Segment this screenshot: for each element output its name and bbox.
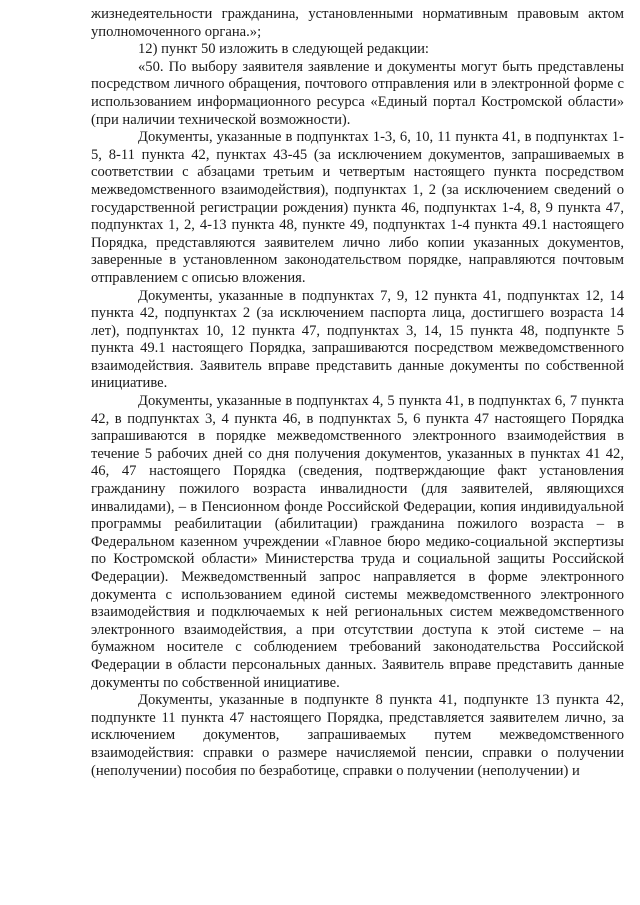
paragraph-point-50: «50. По выбору заявителя заявление и документы могут быть представлены посредством личного обращения, почтового отправления или в электронной форме с использованием информационного ресурса «Единый портал Костромской области» (при наличии технической возможности). (91, 58, 624, 128)
paragraph-continuation: жизнедеятельности гражданина, установленными нормативным правовым актом уполномоченного органа.»; (91, 6, 624, 40)
paragraph-documents-interagency: Документы, указанные в подпунктах 7, 9, 12 пункта 41, подпунктах 12, 14 пункта 42, подпунктах 2 (за исключением паспорта лица, достигшего возраста 14 лет), подпунктах 10, 12 пункта 47, подпунктах 3, 14, 15 пункта 48, подпункте 5 пункта 49.1 настоящего Порядка, запрашиваются посредством межведомственного взаимодействия. Заявитель вправе представить данные документы по собственной инициативе. (91, 287, 624, 392)
paragraph-item-12: 12) пункт 50 изложить в следующей редакции: (138, 41, 429, 58)
paragraph-documents-certificates: Документы, указанные в подпункте 8 пункта 41, подпункте 13 пункта 42, подпункте 11 пункта 47 настоящего Порядка, представляется заявителем лично, за исключением документов, запрашиваемых путем межведомственного взаимодействия: справки о размере начисляемой пенсии, справки о получении (неполучении) пособия по безработице, справки о получении (неполучении) и (91, 692, 624, 779)
paragraph-documents-electronic: Документы, указанные в подпунктах 4, 5 пункта 41, в подпунктах 6, 7 пункта 42, в подпунктах 3, 4 пункта 46, в подпунктах 5, 6 пункта 47 настоящего Порядка запрашиваются в порядке межведомственного электронного взаимодействия в течение 5 рабочих дней со дня получения документов, указанных в пунктах 41 42, 46, 47 настоящего Порядка (сведения, подтверждающие факт установления гражданину пожилого возраста инвалидности (для заявителей, являющихся инвалидами), – в Пенсионном фонде Российской Федерации, копия индивидуальной программы реабилитации (абилитации) гражданина пожилого возраста – в Федеральном казенном учреждении «Главное бюро медико-социальной экспертизы по Костромской области» Министерства труда и социальной защиты Российской Федерации). Межведомственный запрос направляется в форме электронного документа с использованием единой системы межведомственного электронного взаимодействия и подключаемых к ней региональных систем межведомственного электронного взаимодействия, а при отсутствии доступа к этой системе – на бумажном носителе с соблюдением требований законодательства Российской Федерации в области персональных данных. Заявитель вправе представить данные документы по собственной инициативе. (91, 393, 624, 691)
paragraph-documents-personal: Документы, указанные в подпунктах 1-3, 6, 10, 11 пункта 41, в подпунктах 1-5, 8-11 пункта 42, пунктах 43-45 (за исключением документов, запрашиваемых в соответствии с абзацами третьим и четвертым настоящего пункта посредством межведомственного взаимодействия), подпунктах 1, 2 (за исключением сведений о государственной регистрации рождения) пункта 46, подпунктах 1-4, 8, 9 пункта 47, подпунктах 1, 2, 4-13 пункта 48, пункте 49, подпунктах 1-4 пункта 49.1 настоящего Порядка, представляются заявителем лично либо копии указанных документов, заверенные в установленном законодательством порядке, направляются почтовым отправлением с описью вложения. (91, 129, 624, 286)
